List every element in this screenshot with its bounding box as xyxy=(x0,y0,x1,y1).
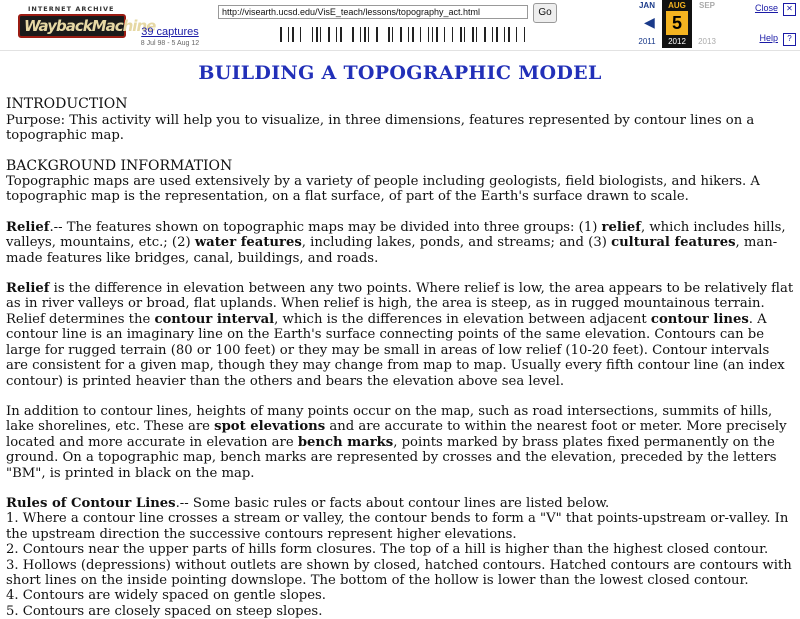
logo-top-text: INTERNET ARCHIVE xyxy=(28,5,115,13)
spot-elevations-bold: spot elevations xyxy=(214,419,326,435)
capture-bar[interactable] xyxy=(360,27,361,42)
cultural-features-bold: cultural features xyxy=(611,235,736,251)
captures-info xyxy=(140,26,200,47)
capture-bar[interactable] xyxy=(412,27,414,42)
relief-definition-paragraph xyxy=(6,281,794,389)
list-item: 4. Contours are widely spaced on gentle slopes. xyxy=(6,588,326,604)
current-month: AUG xyxy=(668,1,686,10)
introduction-heading: INTRODUCTION xyxy=(6,96,128,113)
calendar-nav xyxy=(632,0,722,48)
bench-marks-bold: bench marks xyxy=(297,434,394,450)
capture-bar[interactable] xyxy=(392,27,393,42)
page-content xyxy=(6,58,794,619)
capture-bar[interactable] xyxy=(476,27,477,42)
relief-features-paragraph xyxy=(6,220,794,266)
logo-main-text: WaybackMachine xyxy=(24,17,156,35)
help-icon[interactable]: ? xyxy=(783,33,796,46)
capture-bar[interactable] xyxy=(312,27,313,42)
current-year: 2012 xyxy=(668,37,686,46)
water-features-bold: water features xyxy=(194,235,302,251)
capture-bar[interactable] xyxy=(368,27,369,42)
list-item: 5. Contours are closely spaced on steep slopes. xyxy=(6,603,323,619)
url-input[interactable]: http://visearth.ucsd.edu/VisE_teach/lessons/topography_act.html xyxy=(218,5,528,19)
capture-bar[interactable] xyxy=(508,27,510,42)
capture-bar[interactable] xyxy=(292,27,294,42)
list-item: 1. Where a contour line crosses a stream or valley, the contour bends to form a "V" that points-upstream or-valley. In the upstream direction the successive contours represent higher elevations. xyxy=(6,511,789,542)
capture-bar[interactable] xyxy=(452,27,453,42)
page-title: BUILDING A TOPOGRAPHIC MODEL xyxy=(198,62,602,84)
introduction-section xyxy=(6,97,794,143)
close-link[interactable]: Close xyxy=(754,3,778,13)
next-month: SEP xyxy=(698,1,715,10)
prev-year[interactable]: 2011 xyxy=(638,37,656,46)
capture-bar[interactable] xyxy=(444,27,445,42)
relief-bold: relief xyxy=(601,219,641,235)
capture-bar[interactable] xyxy=(288,27,289,42)
capture-sparkline[interactable] xyxy=(280,25,532,43)
relief-text-3: , including lakes, ponds, and streams; and (3) xyxy=(301,235,612,251)
relief-text-1: .-- The features shown on topographic maps may be divided into three groups: (1) xyxy=(49,219,602,235)
capture-bar[interactable] xyxy=(400,27,402,42)
wayback-logo[interactable] xyxy=(8,3,156,45)
capture-bar[interactable] xyxy=(408,27,409,42)
relief-text-4: , man-made features like bridges, canal, buildings, and roads. xyxy=(6,235,778,266)
introduction-text: Purpose: This activity will help you to visualize, in three dimensions, features represented by contour lines on a topographic map. xyxy=(6,112,755,144)
capture-bar[interactable] xyxy=(492,27,493,42)
close-icon[interactable]: ✕ xyxy=(783,3,796,16)
prev-capture-arrow-icon[interactable]: ◀ xyxy=(644,14,655,30)
capture-bar[interactable] xyxy=(472,27,474,42)
help-link[interactable]: Help xyxy=(759,33,778,43)
capture-bar[interactable] xyxy=(388,27,390,42)
rules-heading: Rules of Contour Lines xyxy=(6,495,176,511)
capture-bar[interactable] xyxy=(504,27,505,42)
list-item: 3. Hollows (depressions) without outlets are shown by closed, hatched contours. Hatched contours are contours with short lines on the inside pointing downslope. The bottom of the hollow is lower than the lowest closed contour. xyxy=(6,557,792,588)
capture-bar[interactable] xyxy=(300,27,301,42)
rules-intro: .-- Some basic rules or facts about contour lines are listed below. xyxy=(175,495,610,511)
contour-interval-bold: contour interval xyxy=(154,311,275,327)
relief-term: Relief xyxy=(6,219,50,235)
list-item: 2. Contours near the upper parts of hills form closures. The top of a hill is higher than the highest closed contour. xyxy=(6,542,769,558)
capture-bar[interactable] xyxy=(516,27,517,42)
capture-bar[interactable] xyxy=(496,27,498,42)
logo-main-box xyxy=(18,14,156,38)
current-day: 5 xyxy=(666,11,688,35)
capture-bar[interactable] xyxy=(364,27,366,42)
relief-def-term: Relief xyxy=(6,281,50,297)
background-section xyxy=(6,159,794,205)
elevations-text-2: and are accurate to within the nearest foot or meter. More precisely located and more accurate in elevation are xyxy=(6,419,787,450)
captures-range: 8 Jul 98 - 5 Aug 12 xyxy=(140,40,200,47)
contour-lines-bold: contour lines xyxy=(650,311,749,327)
capture-bar[interactable] xyxy=(436,27,438,42)
capture-bar[interactable] xyxy=(320,27,321,42)
capture-bar[interactable] xyxy=(316,27,318,42)
prev-month[interactable]: JAN xyxy=(638,1,655,10)
capture-bar[interactable] xyxy=(376,27,378,42)
relief-def-text-1: is the difference in elevation between any two points. Where relief is low, the area appears to be relatively flat as in river valleys or broad, flat uplands. When relief is high, the area is steep, as in rugged mountainous terrain. Relief determines the xyxy=(6,281,794,327)
capture-bar[interactable] xyxy=(432,27,433,42)
capture-bar[interactable] xyxy=(420,27,421,42)
relief-def-text-2: , which is the differences in elevation between adjacent xyxy=(274,311,651,327)
elevations-text-3: , points marked by brass plates fixed permanently on the ground. On a topographic map, bench marks are represented by crosses and the elevation, preceded by the letters "BM", is printed in black on the map. xyxy=(6,434,777,481)
capture-bar[interactable] xyxy=(484,27,486,42)
capture-bar[interactable] xyxy=(336,27,337,42)
capture-bar[interactable] xyxy=(428,27,429,42)
relief-text-2: , which includes hills, valleys, mountains, etc.; (2) xyxy=(6,219,786,251)
capture-bar[interactable] xyxy=(460,27,462,42)
next-year: 2013 xyxy=(698,37,716,46)
rules-list xyxy=(6,511,794,619)
go-button[interactable]: Go xyxy=(533,3,557,23)
background-heading: BACKGROUND INFORMATION xyxy=(6,157,233,174)
relief-def-text-3: . A contour line is an imaginary line on the Earth's surface connecting points of the same elevation. Contours can be large for rugged terrain (80 or 100 feet) or they may be small in areas of low relief (10-20 feet). Contour intervals are consistent for a given map, though they may change from map to map. Usually every fifth contour line (an index contour) is printed heavier than the others and bears the elevation above sea level. xyxy=(6,311,785,389)
capture-bar[interactable] xyxy=(464,27,465,42)
capture-bar[interactable] xyxy=(280,27,282,42)
captures-link[interactable]: 39 captures xyxy=(141,26,199,38)
capture-bar[interactable] xyxy=(524,27,525,42)
elevations-text-1: In addition to contour lines, heights of many points occur on the map, such as road intersections, summits of hills, lake shorelines, etc. These are xyxy=(6,403,773,435)
background-text: Topographic maps are used extensively by a variety of people including geologists, field biologists, and hikers. A topographic map is the representation, on a flat surface, of part of the Earth's surface drawn to scale. xyxy=(6,174,760,205)
capture-bar[interactable] xyxy=(328,27,330,42)
elevations-paragraph xyxy=(6,404,794,481)
capture-bar[interactable] xyxy=(352,27,354,42)
rules-section xyxy=(6,496,794,619)
capture-bar[interactable] xyxy=(340,27,342,42)
wayback-toolbar xyxy=(0,0,800,51)
